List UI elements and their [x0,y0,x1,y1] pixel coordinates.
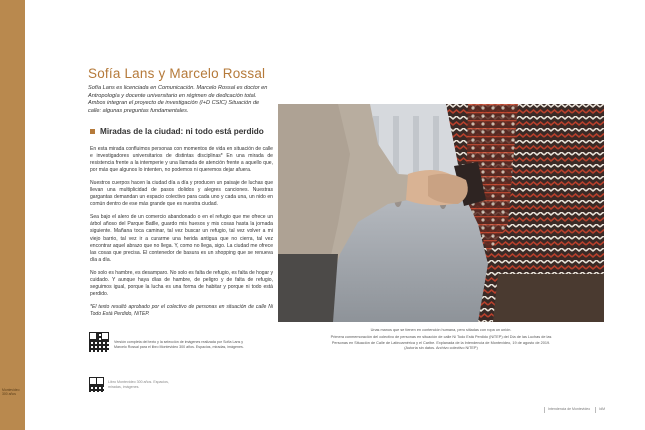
paragraph: En esta mirada confluimos personas con momentos de vida en situación de calle e investigadores universitarios de distintas disciplinas* En una mirada de resistencia frente a la intemperie y una llamada de atención frente a aquello que, por más que algunos lo intenten, no podemos ni queremos dejar afuera. [90,146,273,174]
photo-holding-hands [278,104,604,322]
sidebar-caption: Montevideo 300 años [2,388,20,397]
article-body [90,146,273,324]
author-bio: Sofía Lans es licenciada en Comunicación. Marcelo Rossal es doctor en Antropología y docente universitario en régimen de dedicación total. Ambos integran el proyecto de investigación (I+D CSIC) Situación de calle: algunas preguntas fundamentales. [88,85,268,115]
photo-caption [330,328,552,352]
qr-caption: Versión completa del texto y la selección de imágenes realizada por Sofía Lans y Marcelo Rossal para el libro Montevideo 300 años. Espacios, miradas, imágenes. [114,340,244,349]
author-title: Sofía Lans y Marcelo Rossal [88,66,266,81]
qr-caption-small: Libro Montevideo 300 años. Espacios, miradas, imágenes. [108,380,169,389]
section-heading-text: Miradas de la ciudad: ni todo está perdido [100,127,264,136]
photo-alt-caption: Unas manos que se tienen en contención humana, pero sitiadas con ropa un unión. [370,328,512,332]
photo-credit: Primera conmemoración del colectivo de personas en situación de calle Ni Todo Está Perdido (NiTEP) del Día de las Luchas de las Personas en Situación de Calle de Latinoamérica y el Caribe. Explanada de la Intendencia de Montevideo, 19 de agosto de 2019. (Autoría sin datos. Archivo colectivo NiTEP) [330,335,552,351]
footer-logo: IdM [595,407,605,413]
footer-logo: Intendencia de Montevideo [544,407,590,413]
section-heading [90,127,264,136]
heading-square-icon [90,129,95,134]
sidebar-band [0,0,25,430]
paragraph: No solo es hambre, es desamparo. No solo es falta de refugio, es falta de hogar y cuidado. Y aunque haya días de hambre, de peligro y de falta de refugio, seguimos igual, porque la lucha es una forma de habitar y porque ni todo está perdido. [90,269,273,297]
qr-code-icon[interactable] [89,332,109,352]
approval-note: *El texto resultó aprobado por el colectivo de personas en situación de calle Ni Todo Está Perdido, NiTEP. [90,303,273,317]
footer-logos [544,407,605,413]
paragraph: Nuestros cuerpos hacen la ciudad día a día y producen un paisaje de luchas que llevan una multiplicidad de pasos dolidos y alegres canciones. Nuestras gargantas demandan un espacio colectivo para cada uno y cada una, un nido en común dentro de ese más grande que es nuestra ciudad. [90,180,273,208]
paragraph: Sea bajo el alero de un comercio abandonado o en el refugio que me ofrece un árbol añoso del Parque Batlle, guardo mis huesos y mis cosas hasta la jornada siguiente. Mañana toca caminar, tal vez buscar un refugio, tal vez volver a mi viejo barrio, tal vez ir a curarme una herida antigua que no cierra, tal vez encontrar aquel abrazo que no llega. Y, como no llega, sigo. La ciudad me ofrece las cosas que precisa. El contenedor de basura es un shopping que se renueva día a día. [90,214,273,263]
qr-code-small-icon[interactable] [89,377,104,392]
